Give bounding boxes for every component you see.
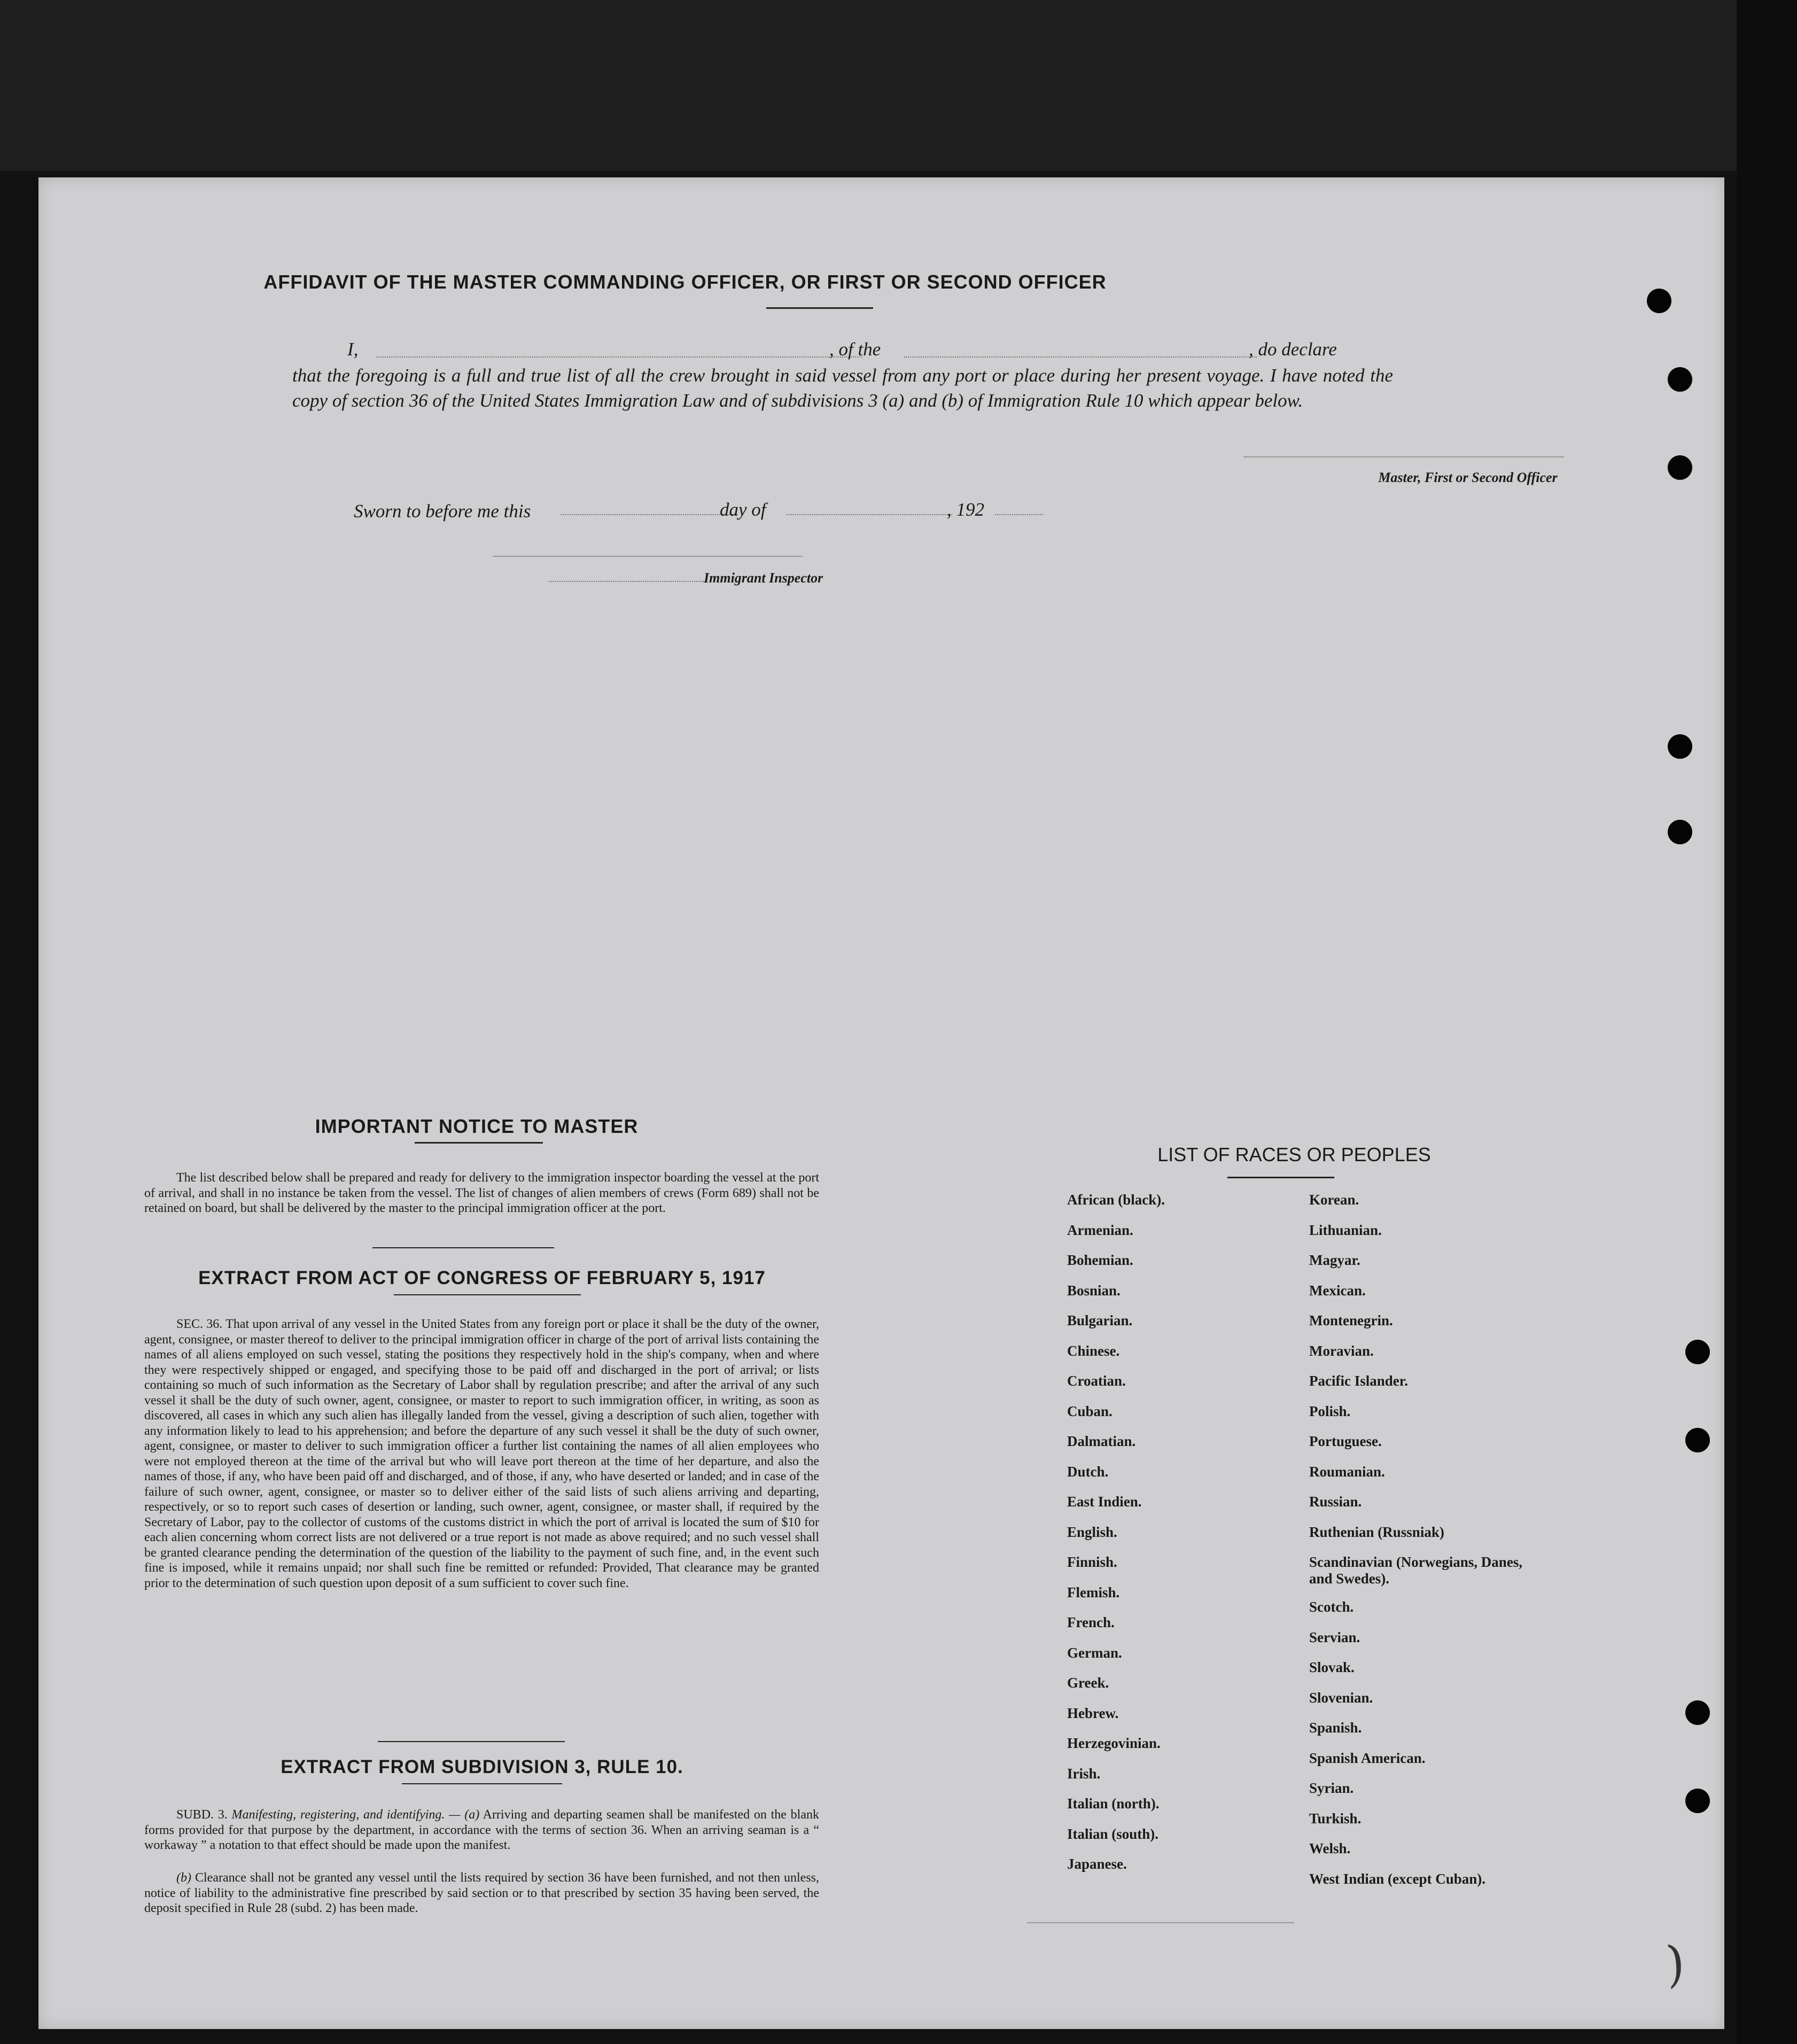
- name-blank: [376, 356, 862, 357]
- race-item: Welsh.: [1309, 1840, 1351, 1856]
- race-item: Italian (north).: [1067, 1796, 1160, 1812]
- race-item: Bohemian.: [1067, 1252, 1133, 1268]
- race-item: Servian.: [1309, 1629, 1360, 1645]
- title-rule: [766, 307, 873, 309]
- scan-background-top: [0, 0, 1797, 171]
- notice-title-rule: [415, 1142, 543, 1144]
- rule-para-a-text: Arriving and departing seamen shall be manifested on the blank forms provided for that purpose by the department, in accordance with the terms of section 36. When an arriving seaman is a “ workaway ” a notation to that effect should be made upon the manifest.: [144, 1808, 819, 1852]
- punch-hole: [1668, 367, 1692, 392]
- affidavit-i: I,: [347, 339, 359, 360]
- affidavit-body: that the foregoing is a full and true list of all the crew brought in said vessel from any port or place during her present voyage. I have noted the copy of section 36 of the United States Immigration Law and of subdivisions 3 (a) and (b) of Immigration Rule 10 which appear below.: [292, 365, 1393, 411]
- race-item: Chinese.: [1067, 1342, 1120, 1359]
- race-item: West Indian (except Cuban).: [1309, 1870, 1486, 1887]
- race-item: Roumanian.: [1309, 1463, 1385, 1480]
- punch-hole: [1647, 289, 1671, 313]
- month-blank: [787, 514, 952, 515]
- act-body: SEC. 36. That upon arrival of any vessel in the United States from any foreign port or place it shall be the duty of the owner, agent, consignee, or master thereof to deliver to the principal immigration officer in charge of the port of arrival lists containing the names of all aliens employed on such vessel, stating the positions they respectively hold in the ship's company, when and where they were respectively shipped or engaged, and specifying those to be paid off and discharged in the port of arrival; or lists containing so much of such information as the Secretary of Labor shall by regulation prescribe; and after the arrival of any such vessel it shall be the duty of such owner, agent, consignee, or master to report to such immigration officer, in writing, as soon as discovered, all cases in which any such alien has illegally landed from the vessel, giving a description of such alien, together with any information likely to lead to his apprehension; and before the departure of any such vessel it shall be the duty of such owner, agent, consignee, or master to deliver to such immigration officer a further list containing the names of all alien employees who were not employed thereon at the time of the arrival but who will leave port thereon at the time of her departure, and also the names of those, if any, who have been paid off and discharged, and of those, if any, who have deserted or landed; and in case of the failure of such owner, agent, consignee, or master so to deliver either of the said lists of such aliens arriving and departing, respectively, or so to report such cases of desertion or landing, such owner, agent, consignee, or master shall, if required by the Secretary of Labor, pay to the collector of customs of the customs district in which the port of arrival is located the sum of $10 for each alien concerning whom correct lists are not delivered or a true report is not made as above required; and no such vessel shall be granted clearance pending the determination of the question of the liability to the payment of such fine, and, in the event such fine is imposed, while it remains unpaid; nor shall such fine be remitted or refunded: Provided, That clearance may be granted prior to the determination of such question upon deposit of a sum sufficient to cover such fine.: [144, 1317, 819, 1590]
- race-item: English.: [1067, 1524, 1117, 1540]
- race-item: French.: [1067, 1614, 1115, 1630]
- scan-background-right: [1737, 0, 1797, 2044]
- race-item: Portuguese.: [1309, 1433, 1382, 1449]
- race-item: Magyar.: [1309, 1252, 1360, 1268]
- affidavit-of-the: , of the: [829, 339, 881, 360]
- race-item: Mexican.: [1309, 1282, 1366, 1299]
- affidavit-declare: , do declare: [1249, 339, 1337, 360]
- race-item: Scotch.: [1309, 1599, 1354, 1615]
- punch-hole: [1668, 820, 1692, 844]
- signature-label: Master, First or Second Officer: [1378, 470, 1558, 485]
- race-item: East Indien.: [1067, 1494, 1142, 1510]
- race-item: Finnish.: [1067, 1554, 1117, 1570]
- vessel-blank: [904, 356, 1257, 357]
- notice-divider: [372, 1247, 554, 1248]
- act-divider: [378, 1741, 565, 1742]
- punch-hole: [1685, 1789, 1710, 1813]
- rule-para-a-lead: SUBD. 3.: [176, 1808, 228, 1822]
- act-title-rule: [394, 1294, 581, 1295]
- race-item: Hebrew.: [1067, 1705, 1119, 1721]
- rule-title-rule: [402, 1783, 562, 1784]
- race-item: Slovenian.: [1309, 1689, 1373, 1706]
- races-title-rule: [1227, 1177, 1334, 1178]
- race-item: Lithuanian.: [1309, 1222, 1382, 1238]
- punch-hole: [1685, 1700, 1710, 1725]
- signature-line: [1243, 456, 1564, 457]
- year-text: , 192: [947, 499, 984, 520]
- race-item: Slovak.: [1309, 1659, 1355, 1675]
- rule-para-a: [144, 1807, 819, 1853]
- race-item: Syrian.: [1309, 1780, 1354, 1796]
- race-item: Pacific Islander.: [1309, 1373, 1408, 1389]
- race-item: African (black).: [1067, 1192, 1165, 1208]
- races-bottom-line: [1027, 1922, 1294, 1923]
- race-item: Cuban.: [1067, 1403, 1113, 1419]
- rule-para-b: [144, 1870, 819, 1916]
- rule-para-b-lead: (b): [176, 1871, 191, 1885]
- race-item: Turkish.: [1309, 1810, 1362, 1827]
- notice-title: IMPORTANT NOTICE TO MASTER: [315, 1115, 639, 1137]
- races-title: LIST OF RACES OR PEOPLES: [1157, 1144, 1431, 1165]
- document-page: [38, 177, 1724, 2029]
- race-item: Moravian.: [1309, 1342, 1374, 1359]
- race-item: Korean.: [1309, 1192, 1359, 1208]
- punch-hole: [1685, 1340, 1710, 1364]
- race-item: Greek.: [1067, 1675, 1109, 1691]
- race-item: Irish.: [1067, 1765, 1101, 1782]
- race-item: Dutch.: [1067, 1463, 1109, 1480]
- race-item: German.: [1067, 1644, 1122, 1661]
- inspector-line: [493, 556, 803, 557]
- handwritten-mark: ): [1659, 1934, 1692, 1993]
- race-item: Spanish.: [1309, 1720, 1362, 1736]
- race-item: Flemish.: [1067, 1584, 1120, 1600]
- race-item: Scandinavian (Norwegians, Danes, and Swedes).: [1309, 1554, 1523, 1587]
- race-item: Bosnian.: [1067, 1282, 1121, 1299]
- race-item: Polish.: [1309, 1403, 1351, 1419]
- sworn-text: Sworn to before me this: [354, 501, 531, 522]
- rule-para-a-italic: Manifesting, registering, and identifying. — (a): [231, 1808, 480, 1822]
- notice-body: The list described below shall be prepared and ready for delivery to the immigration inspector boarding the vessel at the port of arrival, and shall in no instance be taken from the vessel. The list of changes of alien members of crews (Form 689) shall not be retained on board, but shall be delivered by the master to the principal immigration officer at the port.: [144, 1171, 819, 1215]
- inspector-dots: [549, 581, 704, 582]
- race-item: Italian (south).: [1067, 1825, 1159, 1842]
- year-blank: [995, 514, 1043, 515]
- rule-title: EXTRACT FROM SUBDIVISION 3, RULE 10.: [281, 1757, 683, 1777]
- race-item: Croatian.: [1067, 1373, 1126, 1389]
- race-item: Bulgarian.: [1067, 1312, 1133, 1328]
- race-item: Dalmatian.: [1067, 1433, 1136, 1449]
- race-item: Armenian.: [1067, 1222, 1133, 1238]
- race-item: Japanese.: [1067, 1856, 1127, 1872]
- race-item: Russian.: [1309, 1494, 1362, 1510]
- race-item: Ruthenian (Russniak): [1309, 1524, 1444, 1540]
- race-item: Herzegovinian.: [1067, 1735, 1161, 1751]
- day-of-text: day of: [720, 499, 766, 520]
- inspector-label: Immigrant Inspector: [704, 570, 823, 586]
- affidavit-title: AFFIDAVIT OF THE MASTER COMMANDING OFFICER, OR FIRST OR SECOND OFFICER: [263, 271, 1107, 293]
- day-blank: [561, 514, 737, 515]
- act-title: EXTRACT FROM ACT OF CONGRESS OF FEBRUARY 5, 1917: [198, 1268, 766, 1288]
- punch-hole: [1668, 734, 1692, 759]
- race-item: Montenegrin.: [1309, 1312, 1393, 1328]
- race-item: Spanish American.: [1309, 1750, 1426, 1766]
- rule-para-b-text: Clearance shall not be granted any vessel until the lists required by section 36 have been furnished, and not then unless, notice of liability to the administrative fine prescribed by said section or to that prescribed by section 35 having been served, the deposit specified in Rule 28 (subd. 2) has been made.: [144, 1871, 819, 1915]
- punch-hole: [1685, 1428, 1710, 1452]
